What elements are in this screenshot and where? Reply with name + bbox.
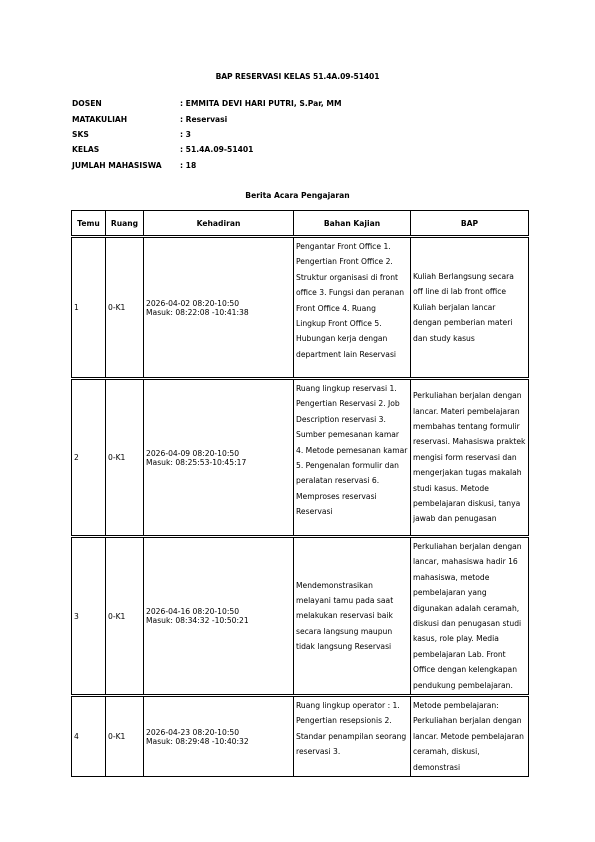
info-row-kelas [72, 142, 342, 157]
bap-table [71, 210, 529, 777]
info-label: JUMLAH MAHASISWA [72, 160, 162, 170]
info-label: MATAKULIAH [72, 114, 128, 124]
cell-kehadiran [144, 537, 294, 696]
table-row [72, 696, 529, 777]
kehadiran-schedule: 2026-04-16 08:20-10:50 [146, 607, 240, 617]
info-label: SKS [72, 129, 89, 139]
cell-bap: Perkuliahan berjalan dengan lancar, mahasiswa hadir 16 mahasiswa, metode pembelajaran yang digunakan adalah ceramah, diskusi dan penugasan studi kasus, role play. Media pembelajaran Lab. Front Office dengan kelengkapan pendukung pembelajaran. [411, 537, 529, 696]
kehadiran-masuk: Masuk: 08:22:08 -10:41:38 [146, 307, 249, 317]
kehadiran-schedule: 2026-04-09 08:20-10:50 [146, 448, 240, 458]
info-row-sks [72, 127, 342, 142]
header-ruang: Ruang [106, 211, 144, 237]
info-label: KELAS [72, 145, 100, 155]
cell-bap: Kuliah Berlangsung secara off line di lab front office Kuliah berjalan lancar dengan pemberian materi dan study kasus [411, 237, 529, 379]
table-row [72, 537, 529, 696]
cell-bahan-kajian: Pengantar Front Office 1. Pengertian Front Office 2. Struktur organisasi di front office 3. Fungsi dan peranan Front Office 4. Ruang Lingkup Front Office 5. Hubungan kerja dengan department lain Reservasi [294, 237, 411, 379]
header-kehadiran: Kehadiran [144, 211, 294, 237]
table-header-row [72, 211, 529, 237]
cell-ruang: 0-K1 [106, 237, 144, 379]
cell-temu: 1 [72, 237, 106, 379]
info-row-matakuliah [72, 111, 342, 126]
cell-ruang: 0-K1 [106, 537, 144, 696]
kehadiran-masuk: Masuk: 08:34:32 -10:50:21 [146, 616, 249, 626]
info-value: : 18 [180, 160, 197, 170]
info-label: DOSEN [72, 99, 102, 109]
table-row [72, 237, 529, 379]
cell-bahan-kajian: Mendemonstrasikan melayani tamu pada saat melakukan reservasi baik secara langsung maupun tidak langsung Reservasi [294, 537, 411, 696]
header-bahan-kajian: Bahan Kajian [294, 211, 411, 237]
header-bap: BAP [411, 211, 529, 237]
kehadiran-schedule: 2026-04-23 08:20-10:50 [146, 727, 240, 737]
cell-ruang: 0-K1 [106, 696, 144, 777]
header-temu: Temu [72, 211, 106, 237]
document-title: BAP RESERVASI KELAS 51.4A.09-51401 [215, 72, 380, 81]
kehadiran-masuk: Masuk: 08:25:53-10:45:17 [146, 457, 247, 467]
cell-temu: 2 [72, 379, 106, 537]
cell-bahan-kajian: Ruang lingkup reservasi 1. Pengertian Reservasi 2. Job Description reservasi 3. Sumber pemesanan kamar 4. Metode pemesanan kamar 5. Pengenalan formulir dan peralatan reservasi 6. Memproses reservasi Reservasi [294, 379, 411, 537]
info-row-dosen [72, 96, 342, 111]
info-value: : Reservasi [180, 114, 228, 124]
info-row-jumlah-mahasiswa [72, 158, 342, 173]
section-subtitle: Berita Acara Pengajaran [245, 191, 350, 200]
cell-bap: Metode pembelajaran: Perkuliahan berjalan dengan lancar. Metode pembelajaran ceramah, diskusi, demonstrasi [411, 696, 529, 777]
cell-bap: Perkuliahan berjalan dengan lancar. Materi pembelajaran membahas tentang formulir reservasi. Mahasiswa praktek mengisi form reservasi dan mengerjakan tugas makalah studi kasus. Metode pembelajaran diskusi, tanya jawab dan penugasan [411, 379, 529, 537]
cell-kehadiran [144, 237, 294, 379]
cell-kehadiran [144, 696, 294, 777]
cell-ruang: 0-K1 [106, 379, 144, 537]
kehadiran-masuk: Masuk: 08:29:48 -10:40:32 [146, 736, 249, 746]
cell-bahan-kajian: Ruang lingkup operator : 1. Pengertian resepsionis 2. Standar penampilan seorang reservasi 3. [294, 696, 411, 777]
course-info [72, 96, 342, 173]
info-value: : 3 [180, 129, 191, 139]
cell-temu: 4 [72, 696, 106, 777]
cell-temu: 3 [72, 537, 106, 696]
table-row [72, 379, 529, 537]
info-value: : 51.4A.09-51401 [180, 145, 254, 155]
cell-kehadiran [144, 379, 294, 537]
info-value: : EMMITA DEVI HARI PUTRI, S.Par, MM [180, 99, 342, 109]
kehadiran-schedule: 2026-04-02 08:20-10:50 [146, 298, 240, 308]
